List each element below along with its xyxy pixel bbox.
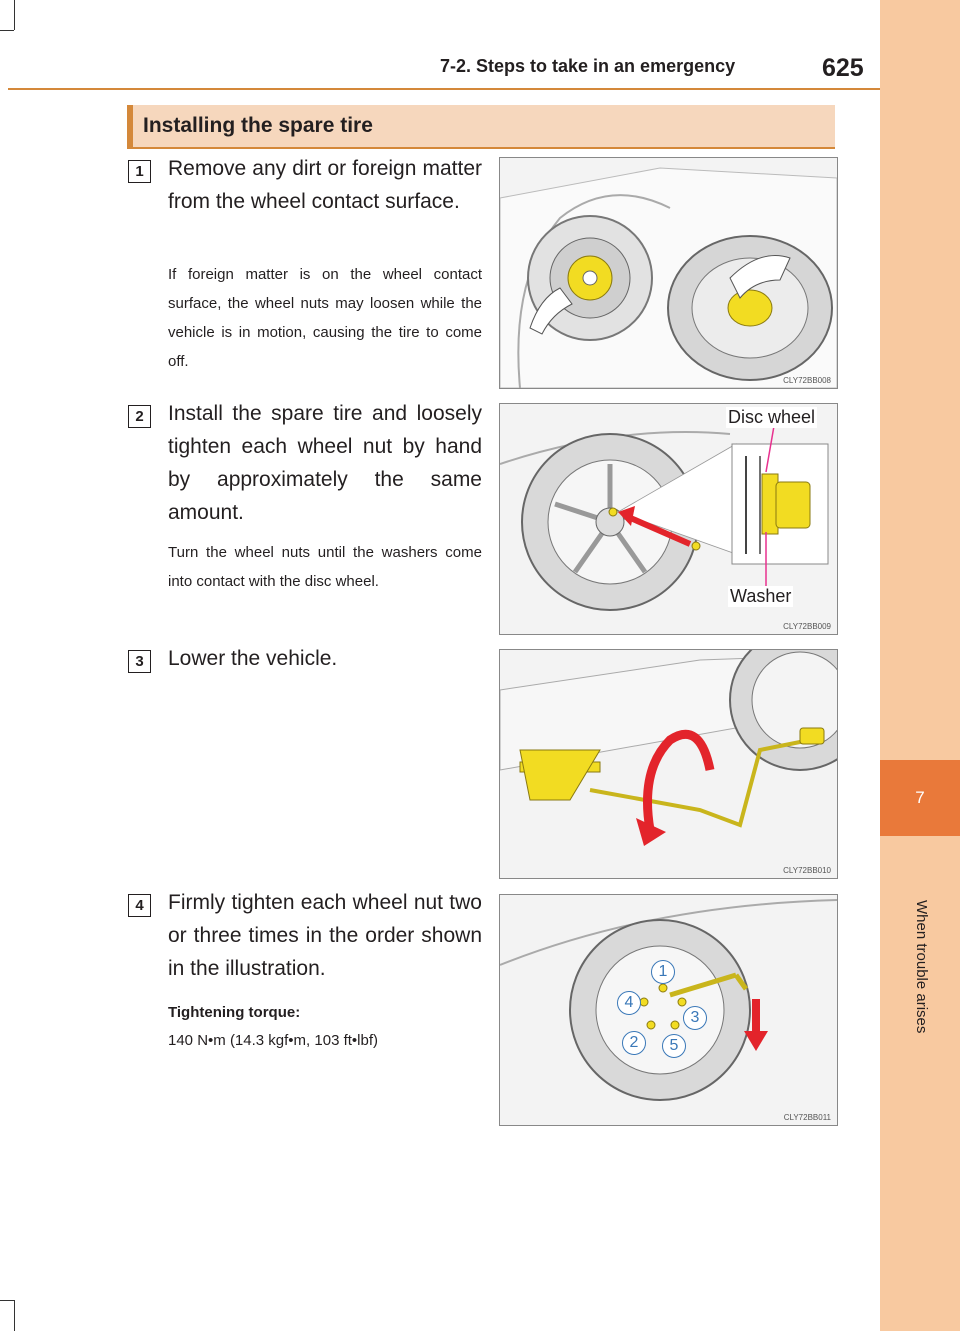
illustration-clean-contact-surface	[499, 157, 838, 389]
illustration-lower-vehicle	[499, 649, 838, 879]
step-2-text: Install the spare tire and loosely tighten each wheel nut by hand by approximately the same amount.	[168, 402, 482, 524]
chapter-name: When trouble arises	[913, 900, 930, 1034]
illustration-install-spare-tire	[499, 403, 838, 635]
step-number-2: 2	[128, 405, 151, 428]
step-number-1: 1	[128, 160, 151, 183]
order-label-2: 2	[622, 1031, 646, 1055]
section-label: 7-2. Steps to take in an emergency	[440, 56, 736, 76]
step-2-note: Turn the wheel nuts until the washers come into contact with the disc wheel.	[168, 544, 482, 590]
illustration-tighten-nuts	[499, 894, 838, 1126]
torque-value: 140 N•m (14.3 kgf•m, 103 ft•lbf)	[168, 1032, 379, 1049]
callout-washer: Washer	[730, 586, 792, 606]
illustration-code: CLY72BB008	[783, 376, 831, 385]
illustration-code: CLY72BB009	[783, 622, 831, 631]
section-title: Installing the spare tire	[143, 114, 373, 137]
order-label-1: 1	[651, 960, 675, 984]
chapter-number: 7	[880, 760, 960, 836]
torque-label: Tightening torque:	[168, 1004, 301, 1021]
page-number: 625	[822, 54, 864, 82]
crop-mark	[14, 1300, 15, 1331]
title-accent	[127, 105, 133, 147]
crop-mark	[14, 0, 15, 30]
crop-mark	[0, 30, 14, 31]
order-label-3: 3	[683, 1006, 707, 1030]
order-label-4: 4	[617, 991, 641, 1015]
order-label-5: 5	[662, 1034, 686, 1058]
header-rule	[8, 88, 880, 90]
step-1-note: If foreign matter is on the wheel contact surface, the wheel nuts may loosen while the vehicle is in motion, causing the tire to come off.	[168, 266, 482, 370]
side-tab	[880, 0, 960, 1331]
step-3-text: Lower the vehicle.	[168, 647, 338, 670]
step-number-4: 4	[128, 894, 151, 917]
section-title-bar	[127, 105, 835, 149]
illustration-code: CLY72BB011	[783, 1113, 831, 1122]
illustration-code: CLY72BB010	[783, 866, 831, 875]
crop-mark	[0, 1300, 14, 1301]
step-4-text: Firmly tighten each wheel nut two or three times in the order shown in the illustration.	[168, 891, 482, 980]
step-1-text: Remove any dirt or foreign matter from the wheel contact surface.	[168, 157, 482, 213]
step-number-3: 3	[128, 650, 151, 673]
callout-disc-wheel: Disc wheel	[728, 407, 816, 427]
